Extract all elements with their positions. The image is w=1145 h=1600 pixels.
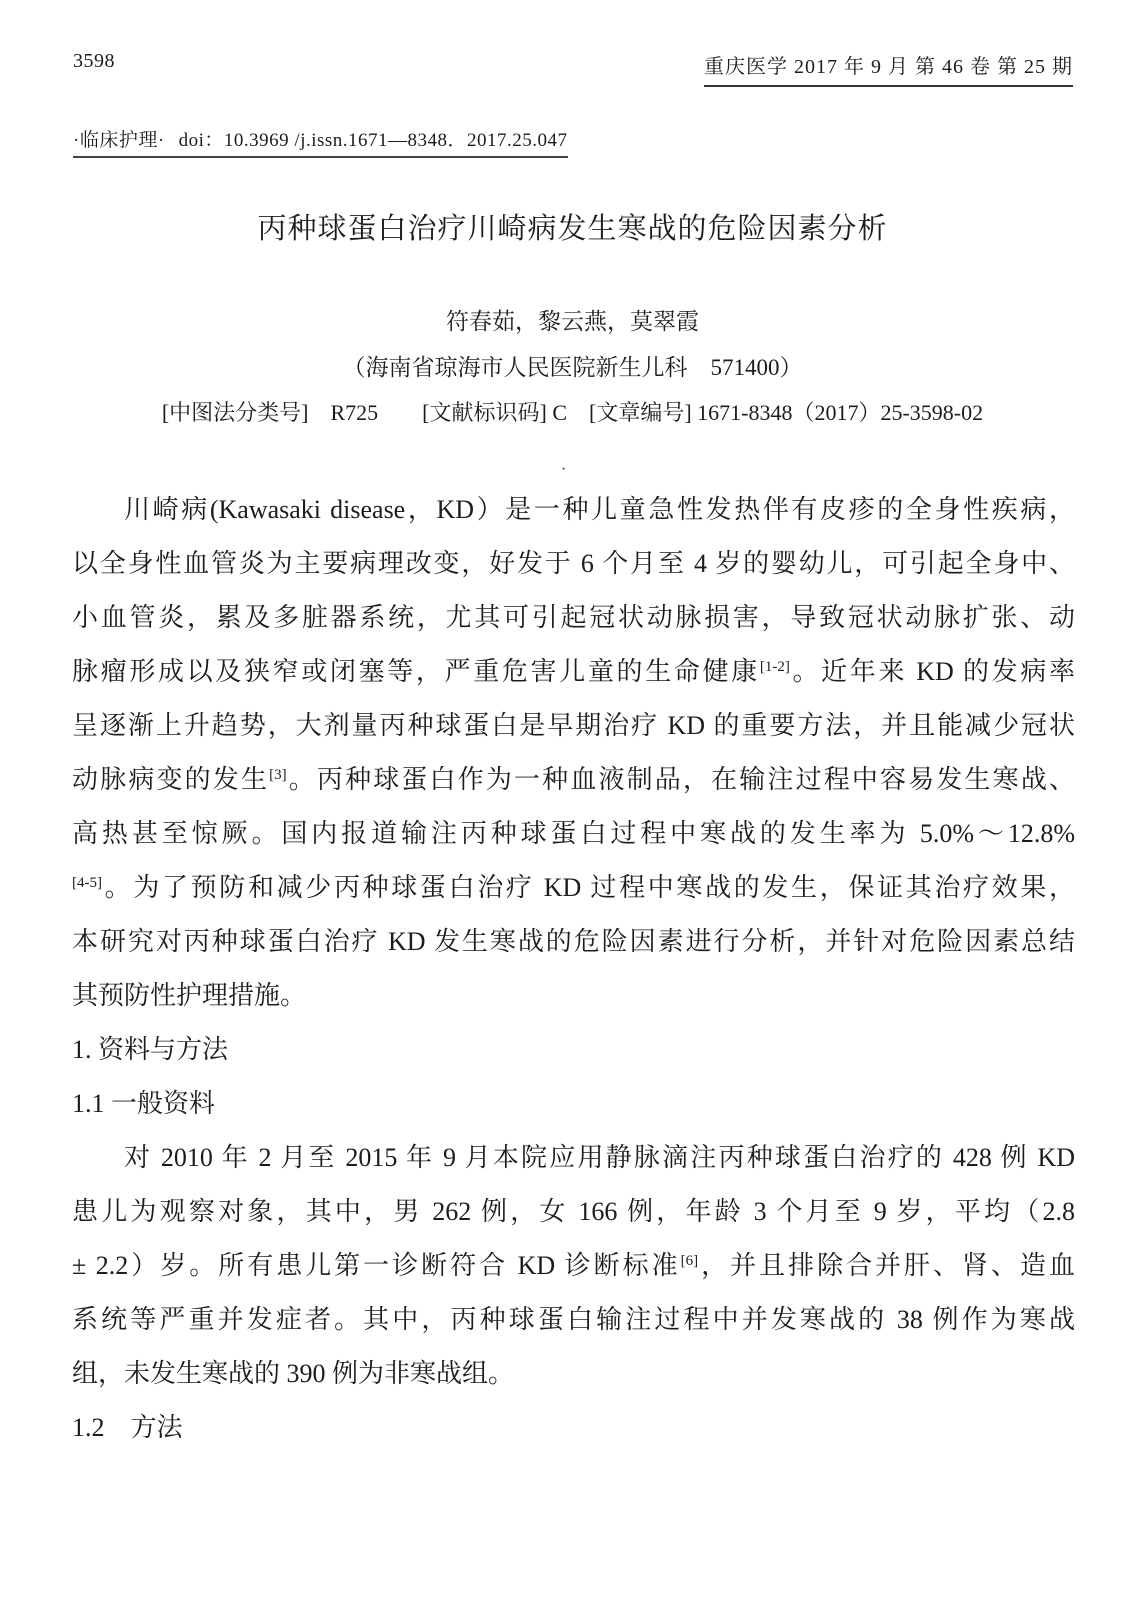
body-line [72, 483, 1075, 537]
page-header [73, 50, 1073, 87]
body-line [72, 915, 1075, 969]
text-run: 以全身性血管炎为主要病理改变，好发于 6 个月至 4 岁的婴幼儿，可引起全身中、 [72, 549, 1075, 578]
body-line [72, 861, 1075, 915]
text-run: 患儿为观察对象，其中，男 262 例，女 166 例，年龄 3 个月至 9 岁，平均（2.8 [72, 1197, 1075, 1226]
text-run: ，并且排除合并肝、肾、造血 [698, 1251, 1075, 1280]
text-run: 。丙种球蛋白作为一种血液制品，在输注过程中容易发生寒战、 [286, 765, 1075, 794]
text-run: 对 2010 年 2 月至 2015 年 9 月本院应用静脉滴注丙种球蛋白治疗的 428 例 KD [124, 1143, 1075, 1172]
journal-issue-header: 重庆医学 2017 年 9 月 第 46 卷 第 25 期 [704, 50, 1073, 87]
citation-superscript: [1-2] [759, 659, 790, 675]
body-line [72, 1293, 1075, 1347]
text-run: 。近年来 KD 的发病率 [789, 657, 1075, 686]
citation-superscript: [6] [680, 1253, 699, 1269]
column-doi-line [73, 125, 568, 158]
body-line [72, 753, 1075, 807]
text-run: 脉瘤形成以及狭窄或闭塞等，严重危害儿童的生命健康 [72, 657, 760, 686]
text-run: ± 2.2）岁。所有患儿第一诊断符合 KD 诊断标准 [72, 1251, 681, 1280]
page-number: 3598 [73, 50, 115, 72]
authors: 符春茹，黎云燕，莫翠霞 [446, 309, 699, 334]
body-line [72, 591, 1075, 645]
body-line [72, 1131, 1075, 1185]
text-run: 动脉病变的发生 [72, 765, 270, 794]
text-run: 。为了预防和减少丙种球蛋白治疗 KD 过程中寒战的发生，保证其治疗效果， [102, 873, 1075, 902]
citation-superscript: [4-5] [72, 875, 102, 891]
column-label: ·临床护理· [73, 130, 165, 151]
section-heading [72, 1401, 1075, 1455]
text-run: 组，未发生寒战的 390 例为非寒战组。 [72, 1359, 515, 1388]
section-heading [72, 1077, 1075, 1131]
text-run: 1.1 一般资料 [72, 1089, 216, 1118]
text-run: 高热甚至惊厥。国内报道输注丙种球蛋白过程中寒战的发生率为 5.0%～12.8% [72, 819, 1075, 848]
doi-text: doi：10.3969 /j.issn.1671—8348．2017.25.047 [178, 130, 568, 151]
body-line [72, 1239, 1075, 1293]
affiliation: （海南省琼海市人民医院新生儿科 571400） [342, 355, 803, 380]
body-line [72, 969, 1075, 1023]
citation-superscript: [3] [269, 767, 287, 783]
body-line [72, 699, 1075, 753]
text-run: 小血管炎，累及多脏器系统，尤其可引起冠状动脉损害，导致冠状动脉扩张、动 [72, 603, 1075, 632]
body-line [72, 1185, 1075, 1239]
text-run: 系统等严重并发症者。其中，丙种球蛋白输注过程中并发寒战的 38 例作为寒战 [72, 1305, 1075, 1334]
text-run: 1. 资料与方法 [72, 1035, 229, 1064]
body-line [72, 807, 1075, 861]
text-run: 1.2 方法 [72, 1413, 183, 1442]
article-body [72, 483, 1075, 1455]
body-line [72, 537, 1075, 591]
article-title: 丙种球蛋白治疗川崎病发生寒战的危险因素分析 [257, 213, 888, 245]
text-run: 本研究对丙种球蛋白治疗 KD 发生寒战的危险因素进行分析，并针对危险因素总结 [72, 927, 1075, 956]
body-line [72, 645, 1075, 699]
stray-mark: · [561, 461, 567, 478]
text-run: 呈逐渐上升趋势，大剂量丙种球蛋白是早期治疗 KD 的重要方法，并且能减少冠状 [72, 711, 1075, 740]
body-line [72, 1347, 1075, 1401]
text-run: 其预防性护理措施。 [72, 981, 307, 1010]
section-heading [72, 1023, 1075, 1077]
text-run: 川崎病(Kawasaki disease，KD）是一种儿童急性发热伴有皮疹的全身性疾病， [124, 495, 1075, 524]
classification-meta: [中图法分类号] R725 [文献标识码] C [文章编号] 1671-8348（2017）25-3598-02 [161, 400, 984, 425]
